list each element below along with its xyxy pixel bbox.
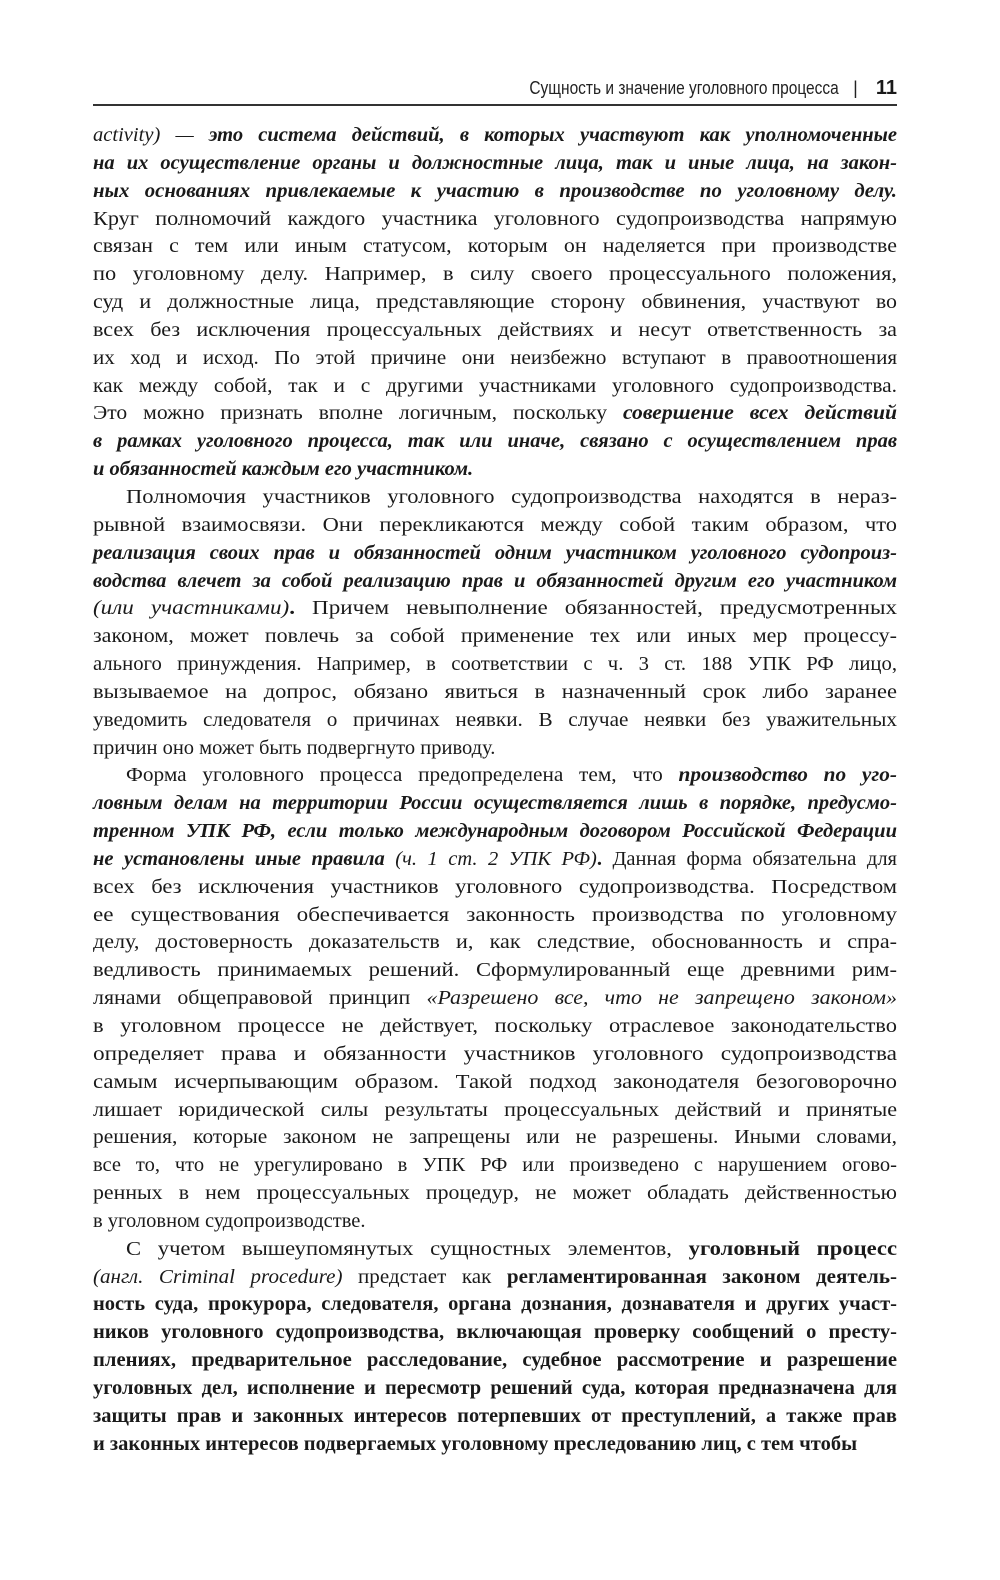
line-content — [93, 623, 897, 651]
emphasis-run: ность суда, прокурора, следователя, органа дознания, дознавателя и других участ- — [93, 1293, 897, 1316]
emphasis-run: . — [596, 847, 602, 870]
emphasis-run: activity) — — [93, 124, 209, 146]
emphasis-run: «Разрешено все, что не запрещено законом» — [426, 987, 897, 1010]
text-line — [93, 707, 897, 735]
text-line — [93, 1152, 897, 1180]
text-line — [93, 1208, 897, 1236]
paragraph — [93, 762, 897, 1235]
line-content — [93, 790, 897, 818]
text-line — [93, 206, 897, 234]
line-content — [93, 150, 897, 178]
line-content — [126, 484, 897, 512]
text-run: законом, может повлечь за собой применение тех или иных мер процессу- — [93, 625, 897, 648]
text-run: причин оно может быть подвергнуто приводу. — [93, 736, 496, 759]
emphasis-run: реализация своих прав и обязанностей одним участником уголовного судопроиз- — [93, 541, 897, 564]
text-run: как между собой, так и с другими участниками уголовного судопроизводства. — [93, 374, 897, 397]
running-header — [93, 74, 897, 102]
text-line — [93, 540, 897, 568]
header-separator: | — [853, 77, 858, 98]
text-run: связан с тем или иным статусом, которым он наделяется при производстве — [93, 235, 898, 258]
emphasis-run: уголовных дел, исполнение и пересмотр решений суда, которая предназначена для — [93, 1376, 897, 1399]
line-content — [93, 428, 897, 456]
line-content — [93, 1152, 897, 1180]
page-number: 11 — [875, 76, 897, 99]
text-run: Это можно признать вполне логичным, поскольку — [93, 402, 623, 425]
emphasis-run: это система действий, в которых участвуют как уполномоченные — [208, 124, 897, 146]
text-run: ведливость принимаемых решений. Сформулированный еще древними рим- — [93, 959, 898, 982]
line-content — [93, 818, 897, 846]
text-run: предстает как — [342, 1265, 507, 1288]
line-content — [93, 874, 897, 902]
line-content — [93, 1375, 897, 1403]
body-text — [93, 122, 897, 1459]
line-content — [93, 707, 897, 735]
line-content — [93, 1347, 897, 1375]
line-content — [93, 233, 897, 261]
line-content — [93, 1069, 897, 1097]
text-run: Форма уголовного процесса предопределена тем, что — [126, 764, 679, 787]
emphasis-run: ловным делам на территории России осуществляется лишь в порядке, предусмо- — [93, 792, 897, 815]
text-run: их ход и исход. По этой причине они неизбежно вступают в правоотношения — [93, 346, 898, 369]
text-line — [93, 484, 897, 512]
text-run: Круг полномочий каждого участника уголовного судопроизводства напрямую — [93, 207, 897, 230]
text-run: Причем невыполнение обязанностей, предусмотренных — [295, 597, 897, 620]
line-content — [93, 735, 495, 763]
text-line — [93, 178, 897, 206]
emphasis-run: совершение всех действий — [622, 402, 897, 425]
text-line — [93, 902, 897, 930]
text-run: по уголовному делу. Например, в силу своего процессуального положения, — [93, 263, 897, 286]
line-content — [126, 762, 897, 790]
line-content — [93, 261, 897, 289]
emphasis-run: водства влечет за собой реализацию прав и обязанностей другим его участником — [93, 569, 897, 592]
line-content — [93, 595, 897, 623]
line-content — [93, 512, 897, 540]
text-line — [93, 595, 897, 623]
line-content — [93, 957, 897, 985]
text-run: рывной взаимосвязи. Они перекликаются между собой таким образом, что — [93, 513, 897, 536]
text-run: лянами общеправовой принцип — [93, 987, 427, 1010]
emphasis-run: на их осуществление органы и должностные лица, так и иные лица, на закон- — [93, 151, 897, 174]
text-run: ее существования обеспечивается законность производства по уголовному — [93, 903, 898, 926]
text-line — [93, 373, 897, 401]
text-run: суд и должностные лица, представляющие сторону обвинения, участвуют во — [93, 291, 897, 314]
emphasis-run: (ч. 1 ст. 2 УПК РФ) — [395, 847, 597, 870]
line-content — [93, 178, 897, 206]
text-run: самым исчерпывающим образом. Такой подход законодателя безоговорочно — [93, 1070, 897, 1093]
line-content — [93, 540, 897, 568]
text-line — [93, 1180, 897, 1208]
text-line — [93, 150, 897, 178]
emphasis-run: регламентированная законом деятель- — [506, 1265, 897, 1288]
text-run: все то, что не урегулировано в УПК РФ или произведено с нарушением огово- — [93, 1154, 897, 1177]
emphasis-run: защиты прав и законных интересов потерпевших от преступлений, а также прав — [93, 1404, 897, 1427]
text-line — [93, 122, 897, 150]
text-line — [93, 233, 897, 261]
emphasis-run: уголовный процесс — [688, 1237, 897, 1260]
text-line — [93, 1264, 897, 1292]
text-line — [93, 929, 897, 957]
text-line — [93, 512, 897, 540]
line-content — [93, 1431, 857, 1459]
chapter-title: Сущность и значение уголовного процесса — [529, 77, 840, 98]
text-line — [93, 345, 897, 373]
text-run: ального принуждения. Например, в соответствии с ч. 3 ст. 188 УПК РФ лицо, — [93, 653, 897, 676]
text-run: уведомить следователя о причинах неявки. В случае неявки без уважительных — [93, 708, 897, 731]
line-content — [93, 1291, 897, 1319]
text-line — [93, 679, 897, 707]
text-line — [93, 790, 897, 818]
emphasis-run: плениях, предварительное расследование, судебное рассмотрение и разрешение — [93, 1349, 898, 1372]
text-line — [93, 317, 897, 345]
text-run: Полномочия участников уголовного судопроизводства находятся в нераз- — [126, 485, 897, 508]
text-line — [93, 762, 897, 790]
text-line — [93, 1431, 897, 1459]
emphasis-run: в рамках уголовного процесса, так или иначе, связано с осуществлением прав — [93, 430, 897, 453]
line-content — [93, 400, 897, 428]
text-run: делу, достоверность доказательств и, как следствие, обоснованность и спра- — [93, 931, 897, 954]
line-content — [93, 1041, 897, 1069]
line-content — [93, 1180, 897, 1208]
text-line — [93, 1375, 897, 1403]
text-line — [93, 261, 897, 289]
text-line — [93, 289, 897, 317]
text-line — [93, 1236, 897, 1264]
text-run: всех без исключения процессуальных действиях и несут ответственность за — [93, 318, 897, 341]
text-line — [93, 568, 897, 596]
emphasis-run: производство по уго- — [678, 764, 897, 787]
text-run: решения, которые законом не запрещены или не разрешены. Иными словами, — [93, 1126, 897, 1149]
line-content — [93, 1097, 897, 1125]
text-line — [93, 846, 897, 874]
line-content — [93, 345, 897, 373]
text-line — [93, 400, 897, 428]
text-line — [93, 818, 897, 846]
text-line — [93, 1291, 897, 1319]
line-content — [93, 206, 897, 234]
line-content — [93, 1208, 366, 1236]
text-line — [93, 957, 897, 985]
line-content — [93, 1264, 897, 1292]
text-line — [93, 1013, 897, 1041]
text-run: ренных в нем процессуальных процедур, не может обладать действенностью — [93, 1182, 897, 1205]
paragraph — [93, 1236, 897, 1459]
line-content — [93, 985, 897, 1013]
text-line — [93, 1041, 897, 1069]
text-run: в уголовном процессе не действует, поскольку отраслевое законодательство — [93, 1015, 897, 1037]
text-line — [93, 623, 897, 651]
header-rule — [93, 104, 897, 106]
text-run: в уголовном судопроизводстве. — [93, 1209, 366, 1232]
text-run: определяет права и обязанности участников уголовного судопроизводства — [93, 1042, 898, 1065]
paragraph — [93, 484, 897, 762]
text-line — [93, 1124, 897, 1152]
text-line — [93, 1069, 897, 1097]
line-content — [93, 902, 897, 930]
text-line — [93, 1403, 897, 1431]
text-line — [93, 874, 897, 902]
emphasis-run: не установлены иные правила — [93, 847, 396, 870]
emphasis-run: и законных интересов подвергаемых уголовному преследованию лиц, с тем чтобы — [93, 1432, 858, 1455]
line-content — [93, 317, 897, 345]
line-content — [93, 651, 897, 679]
line-content — [93, 289, 897, 317]
line-content — [93, 373, 897, 401]
text-line — [93, 456, 897, 484]
emphasis-run: ников уголовного судопроизводства, включающая проверку сообщений о престу- — [93, 1321, 897, 1344]
text-run: С учетом вышеупомянутых сущностных элементов, — [126, 1237, 689, 1260]
text-line — [93, 1347, 897, 1375]
emphasis-run: ных основаниях привлекаемые к участию в производстве по уголовному делу. — [93, 179, 897, 202]
line-content — [93, 846, 897, 874]
line-content — [93, 1013, 897, 1041]
emphasis-run: и обязанностей каждым его участником. — [93, 458, 474, 481]
line-content — [126, 1236, 897, 1264]
text-line — [93, 651, 897, 679]
paragraph — [93, 122, 897, 484]
text-run: всех без исключения участников уголовного судопроизводства. Посредством — [93, 875, 897, 898]
text-run: лишает юридической силы результаты процессуальных действий и принятые — [93, 1098, 897, 1121]
text-line — [93, 985, 897, 1013]
line-content — [93, 929, 897, 957]
emphasis-run: тренном УПК РФ, если только международным договором Российской Федерации — [93, 820, 897, 843]
emphasis-run: (англ. Criminal procedure) — [93, 1265, 343, 1288]
text-run: вызываемое на допрос, обязано явиться в назначенный срок либо заранее — [93, 680, 897, 703]
line-content — [93, 1403, 897, 1431]
text-line — [93, 735, 897, 763]
line-content — [93, 456, 473, 484]
text-line — [93, 1319, 897, 1347]
emphasis-run: (или участниками) — [93, 597, 290, 620]
line-content — [93, 1319, 897, 1347]
line-content — [93, 122, 897, 150]
text-line — [93, 428, 897, 456]
text-line — [93, 1097, 897, 1125]
text-run: Данная форма обязательна для — [601, 847, 897, 870]
emphasis-run: . — [289, 597, 296, 620]
line-content — [93, 1124, 897, 1152]
line-content — [93, 568, 897, 596]
line-content — [93, 679, 897, 707]
